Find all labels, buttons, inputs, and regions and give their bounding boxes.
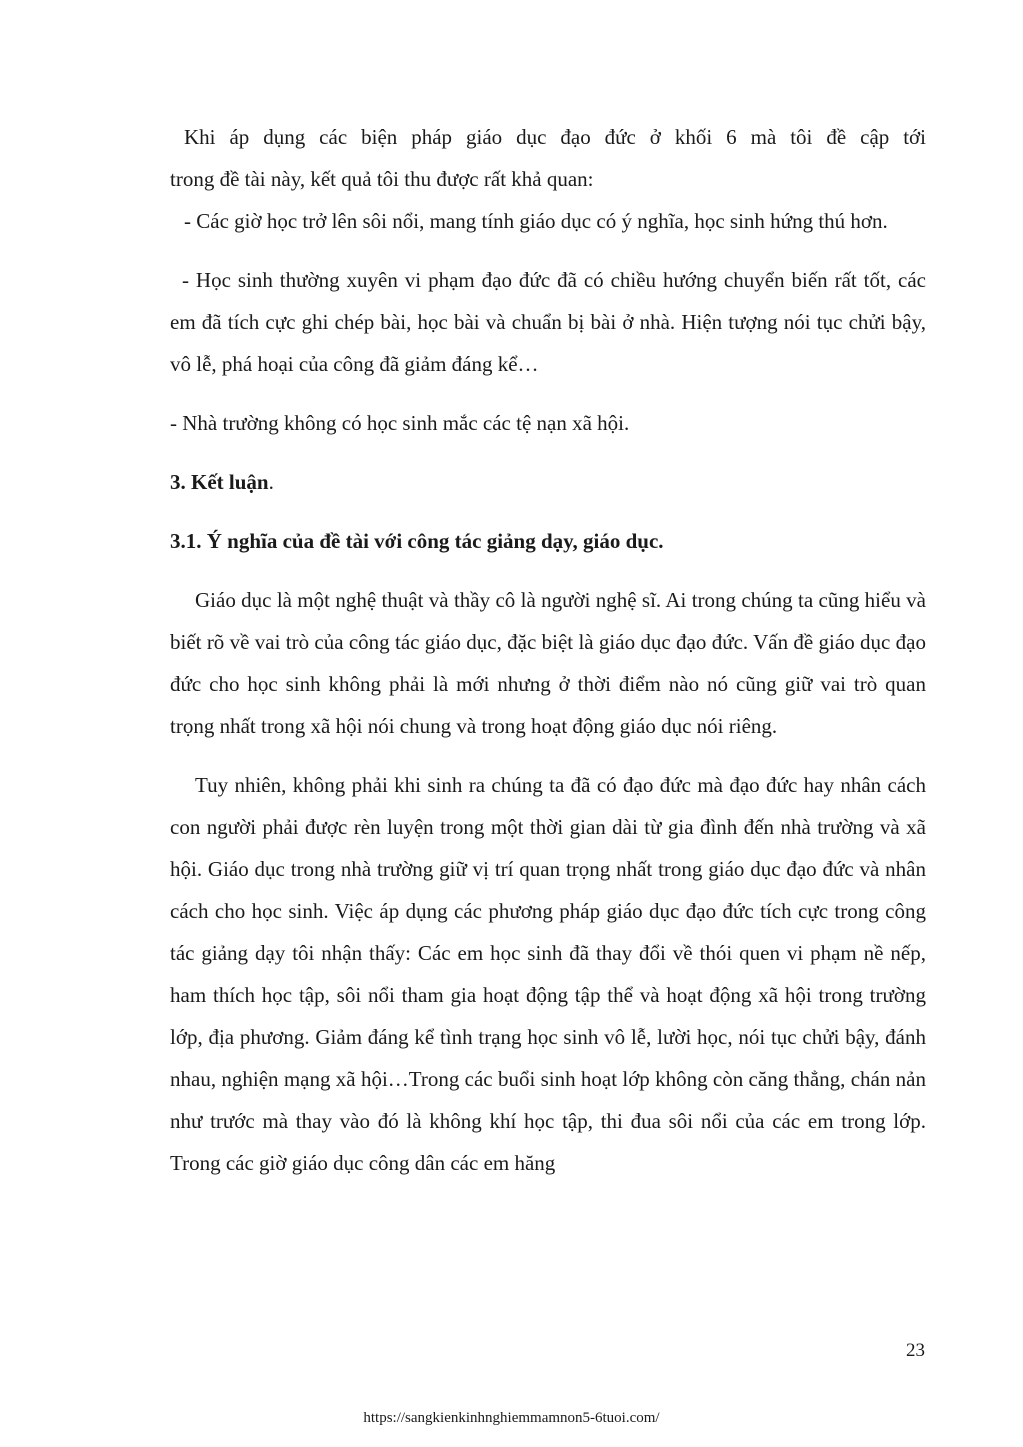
- paragraph-intro-line2: trong đề tài này, kết quả tôi thu được rất khả quan:: [170, 167, 594, 191]
- paragraph-result-2: - Học sinh thường xuyên vi phạm đạo đức đã có chiều hướng chuyển biến rất tốt, các em đã tích cực ghi chép bài, học bài và chuẩn bị bài ở nhà. Hiện tượng nói tục chửi bậy, vô lễ, phá hoại của công đã giảm đáng kể…: [170, 268, 926, 376]
- subsection-heading-significance: 3.1. Ý nghĩa của đề tài với công tác giảng dạy, giáo dục.: [170, 529, 664, 553]
- page-number: 23: [906, 1340, 925, 1361]
- paragraph-intro-line1: Khi áp dụng các biện pháp giáo dục đạo đức ở khối 6 mà tôi đề cập tới: [184, 125, 926, 149]
- paragraph-result-3: - Nhà trường không có học sinh mắc các tệ nạn xã hội.: [170, 411, 630, 435]
- document-body: [170, 116, 926, 1184]
- paragraph-significance: Giáo dục là một nghệ thuật và thầy cô là người nghệ sĩ. Ai trong chúng ta cũng hiểu và biết rõ về vai trò của công tác giáo dục, đặc biệt là giáo dục đạo đức. Vấn đề giáo dục đạo đức cho học sinh không phải là mới nhưng ở thời điểm nào nó cũng giữ vai trò quan trọng nhất trong xã hội nói chung và trong hoạt động giáo dục nói riêng.: [170, 588, 926, 738]
- paragraph-however: Tuy nhiên, không phải khi sinh ra chúng ta đã có đạo đức mà đạo đức hay nhân cách con người phải được rèn luyện trong một thời gian dài từ gia đình đến nhà trường và xã hội. Giáo dục trong nhà trường giữ vị trí quan trọng nhất trong giáo dục đạo đức và nhân cách cho học sinh. Việc áp dụng các phương pháp giáo dục đạo đức tích cực trong công tác giảng dạy tôi nhận thấy: Các em học sinh đã thay đổi về thói quen vi phạm nề nếp, ham thích học tập, sôi nổi tham gia hoạt động tập thể và hoạt động xã hội trong trường lớp, địa phương. Giảm đáng kể tình trạng học sinh vô lễ, lười học, nói tục chửi bậy, đánh nhau, nghiện mạng xã hội…Trong các buổi sinh hoạt lớp không còn căng thẳng, chán nản như trước mà thay vào đó là không khí học tập, thi đua sôi nổi của các em trong lớp. Trong các giờ giáo dục công dân các em hăng: [170, 773, 926, 1175]
- section-heading-conclusion: 3. Kết luận.: [170, 470, 274, 494]
- paragraph-result-1: - Các giờ học trở lên sôi nổi, mang tính giáo dục có ý nghĩa, học sinh hứng thú hơn.: [184, 209, 888, 233]
- footer-url[interactable]: https://sangkienkinhnghiemmamnon5-6tuoi.com/: [363, 1410, 660, 1426]
